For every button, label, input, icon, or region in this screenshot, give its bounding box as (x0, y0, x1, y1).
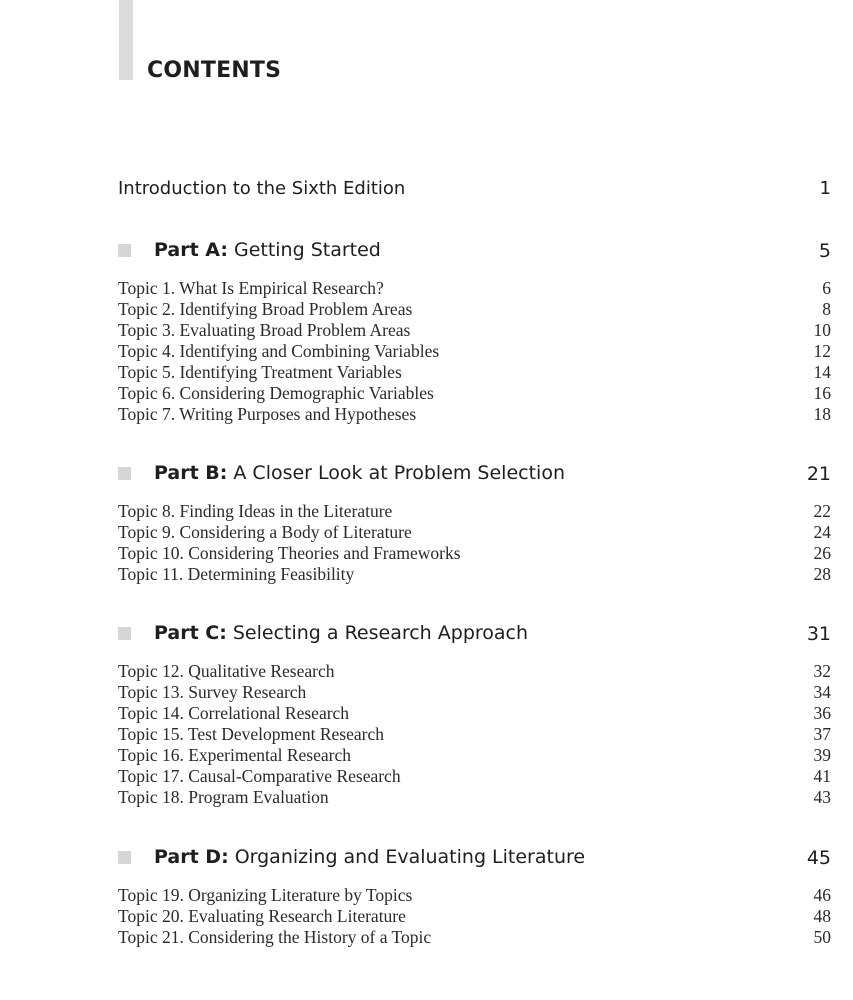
part-page-number: 21 (806, 462, 831, 485)
toc-topic[interactable] (118, 522, 831, 543)
topic-title: Topic 4. Identifying and Combining Variables (118, 341, 440, 361)
topic-title: Topic 17. Causal-Comparative Research (118, 766, 401, 786)
toc-part-d[interactable] (118, 846, 831, 869)
topic-title: Topic 2. Identifying Broad Problem Areas (118, 299, 413, 319)
topic-title: Topic 19. Organizing Literature by Topics (118, 885, 413, 905)
toc-topic[interactable] (118, 703, 831, 724)
topic-title: Topic 8. Finding Ideas in the Literature (118, 501, 393, 521)
toc-topic[interactable] (118, 724, 831, 745)
topic-title: Topic 13. Survey Research (118, 682, 307, 702)
topic-page-number: 43 (813, 787, 831, 807)
topic-page-number: 16 (813, 383, 831, 403)
toc-topic[interactable] (118, 501, 831, 522)
topic-page-number: 26 (813, 543, 831, 563)
topic-title: Topic 3. Evaluating Broad Problem Areas (118, 320, 411, 340)
topic-title: Topic 9. Considering a Body of Literature (118, 522, 412, 542)
topic-page-number: 14 (813, 362, 831, 382)
part-label: Part B: (154, 462, 228, 484)
topic-page-number: 32 (813, 661, 831, 681)
topic-title: Topic 18. Program Evaluation (118, 787, 329, 807)
square-bullet-icon (118, 851, 131, 864)
toc-topic[interactable] (118, 543, 831, 564)
part-label: Part A: (154, 239, 228, 261)
topic-page-number: 12 (813, 341, 831, 361)
toc-topic[interactable] (118, 927, 831, 948)
topic-title: Topic 16. Experimental Research (118, 745, 351, 765)
toc-topic[interactable] (118, 745, 831, 766)
square-bullet-icon (118, 467, 131, 480)
topic-title: Topic 15. Test Development Research (118, 724, 384, 744)
topic-page-number: 36 (813, 703, 831, 723)
toc-topic[interactable] (118, 320, 831, 341)
toc-topic[interactable] (118, 362, 831, 383)
topic-page-number: 37 (813, 724, 831, 744)
topic-title: Topic 6. Considering Demographic Variables (118, 383, 434, 403)
topic-page-number: 28 (813, 564, 831, 584)
topic-page-number: 18 (813, 404, 831, 424)
decorative-side-bar (119, 0, 133, 80)
part-title: Selecting a Research Approach (232, 622, 529, 644)
topic-page-number: 24 (813, 522, 831, 542)
toc-topic[interactable] (118, 885, 831, 906)
toc-topic[interactable] (118, 661, 831, 682)
toc-part-c[interactable] (118, 622, 831, 645)
entry-page-number: 1 (819, 178, 831, 199)
toc-topic[interactable] (118, 766, 831, 787)
part-title: Getting Started (233, 239, 381, 261)
topic-page-number: 8 (822, 299, 831, 319)
toc-topic[interactable] (118, 341, 831, 362)
toc-topic[interactable] (118, 906, 831, 927)
topic-page-number: 50 (813, 927, 831, 947)
topic-title: Topic 21. Considering the History of a Topic (118, 927, 432, 947)
topic-title: Topic 5. Identifying Treatment Variables (118, 362, 402, 382)
topic-page-number: 22 (813, 501, 831, 521)
topic-title: Topic 1. What Is Empirical Research? (118, 278, 384, 298)
toc-entry-introduction[interactable] (118, 178, 831, 199)
toc-topic[interactable] (118, 278, 831, 299)
part-title: A Closer Look at Problem Selection (233, 462, 565, 484)
topic-page-number: 6 (822, 278, 831, 298)
topic-page-number: 34 (813, 682, 831, 702)
toc-topic[interactable] (118, 787, 831, 808)
topic-page-number: 48 (813, 906, 831, 926)
topic-page-number: 41 (813, 766, 831, 786)
toc-topic[interactable] (118, 299, 831, 320)
part-page-number: 45 (806, 846, 831, 869)
topic-title: Topic 20. Evaluating Research Literature (118, 906, 406, 926)
topic-title: Topic 11. Determining Feasibility (118, 564, 355, 584)
part-page-number: 5 (818, 239, 831, 262)
topic-page-number: 39 (813, 745, 831, 765)
page-title: CONTENTS (147, 58, 282, 83)
topic-title: Topic 12. Qualitative Research (118, 661, 335, 681)
toc-part-b[interactable] (118, 462, 831, 485)
part-page-number: 31 (806, 622, 831, 645)
toc-part-a[interactable] (118, 239, 831, 262)
entry-title: Introduction to the Sixth Edition (118, 178, 406, 199)
part-label: Part D: (154, 846, 229, 868)
topic-title: Topic 14. Correlational Research (118, 703, 350, 723)
square-bullet-icon (118, 627, 131, 640)
topic-title: Topic 7. Writing Purposes and Hypotheses (118, 404, 417, 424)
topic-title: Topic 10. Considering Theories and Frameworks (118, 543, 461, 563)
toc-topic[interactable] (118, 682, 831, 703)
topic-page-number: 10 (813, 320, 831, 340)
square-bullet-icon (118, 244, 131, 257)
toc-topic[interactable] (118, 564, 831, 585)
toc-topic[interactable] (118, 383, 831, 404)
part-title: Organizing and Evaluating Literature (234, 846, 586, 868)
toc-topic[interactable] (118, 404, 831, 425)
part-label: Part C: (154, 622, 227, 644)
topic-page-number: 46 (813, 885, 831, 905)
